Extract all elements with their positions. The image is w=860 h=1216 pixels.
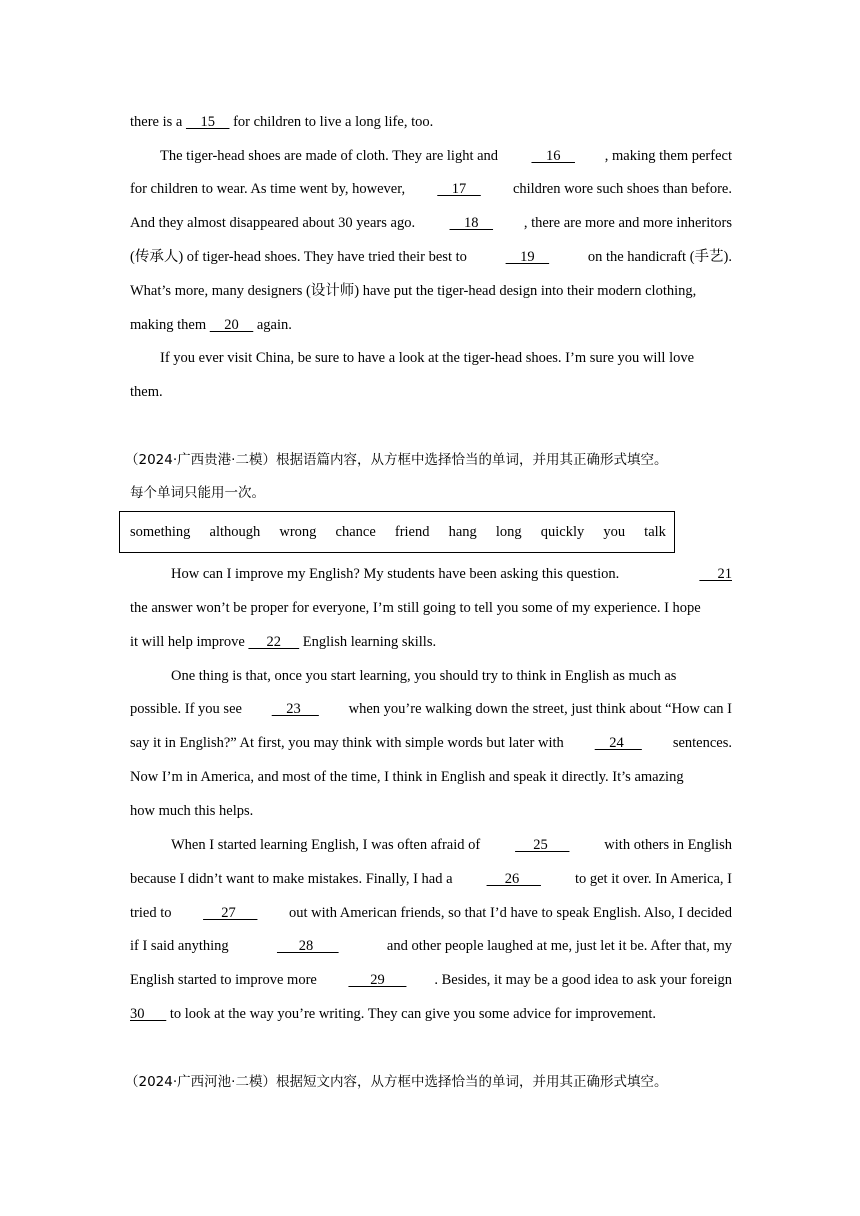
word-bank-item: friend [394, 523, 430, 540]
justified-line [130, 936, 732, 956]
justified-line [160, 146, 732, 166]
blank-25[interactable]: 25 [515, 837, 570, 853]
text-line [130, 632, 732, 652]
text-span: if I said anything [130, 938, 233, 954]
word-bank-item: although [209, 523, 261, 540]
justified-line [171, 564, 732, 584]
word-bank-item: something [130, 523, 191, 540]
text-line [130, 382, 732, 402]
blank-29[interactable]: 29 [348, 972, 407, 988]
word-bank-item: quickly [540, 523, 585, 540]
blank-20[interactable]: 20 [209, 317, 254, 333]
text-span: again. [253, 317, 292, 333]
text-line [130, 315, 732, 335]
word-bank-item: you [603, 523, 626, 540]
blank-21[interactable]: 21 [699, 566, 732, 582]
text-span: them. [130, 384, 163, 400]
section-header: （2024·广西河池·二模）根据短文内容，从方框中选择恰当的单词，并用其正确形式填空。 [125, 1074, 668, 1090]
text-span: on the handicraft (手艺). [584, 249, 732, 265]
text-span: how much this helps. [130, 803, 254, 819]
text-span: it will help improve [130, 634, 249, 650]
text-span: children wore such shoes than before. [509, 181, 732, 197]
text-span: And they almost disappeared about 30 years ago. [130, 215, 419, 231]
justified-line [130, 903, 732, 923]
text-span: for children to wear. As time went by, however, [130, 181, 409, 197]
blank-26[interactable]: 26 [486, 871, 541, 887]
justified-line [130, 179, 732, 199]
word-bank-item: talk [644, 523, 666, 540]
text-line [130, 767, 732, 787]
text-line [130, 564, 732, 584]
justified-line [130, 247, 732, 267]
text-span: English started to improve more [130, 972, 321, 988]
text-span: English learning skills. [299, 634, 437, 650]
section-header: （2024·广西贵港·二模）根据语篇内容，从方框中选择恰当的单词，并用其正确形式填空。 [125, 452, 668, 468]
blank-19[interactable]: 19 [505, 249, 550, 265]
text-line [130, 1004, 732, 1024]
text-span: What’s more, many designers (设计师) have put the tiger-head design into their modern clothing, [130, 283, 697, 299]
text-span: for children to live a long life, too. [229, 114, 434, 130]
text-span: when you’re walking down the street, just think about “How can I [345, 701, 732, 717]
word-bank-item: hang [448, 523, 477, 540]
justified-line [130, 213, 732, 233]
text-span: Now I’m in America, and most of the time, I think in English and speak it directly. It’s amazing [130, 769, 684, 785]
text-span: with others in English [600, 837, 732, 853]
text-line [130, 666, 732, 686]
blank-28[interactable]: 28 [276, 938, 339, 954]
text-span: (传承人) of tiger-head shoes. They have tried their best to [130, 249, 471, 265]
blank-18[interactable]: 18 [449, 215, 494, 231]
justified-line [130, 970, 732, 990]
text-span: because I didn’t want to make mistakes. Finally, I had a [130, 871, 457, 887]
text-span: making them [130, 317, 210, 333]
text-span: . Besides, it may be a good idea to ask your foreign [434, 972, 732, 988]
blank-24[interactable]: 24 [594, 735, 642, 751]
blank-23[interactable]: 23 [271, 701, 319, 717]
text-span: there is a [130, 114, 186, 130]
justified-line [130, 733, 732, 753]
blank-17[interactable]: 17 [437, 181, 481, 197]
text-span: If you ever visit China, be sure to have a look at the tiger-head shoes. I’m sure you will love [160, 350, 695, 366]
word-bank-item: chance [335, 523, 376, 540]
text-span: tried to [130, 905, 176, 921]
text-line [130, 112, 732, 132]
text-line [130, 598, 732, 618]
text-line [130, 801, 732, 821]
text-line [130, 281, 732, 301]
text-span: The tiger-head shoes are made of cloth. They are light and [160, 148, 502, 164]
text-span: out with American friends, so that I’d have to speak English. Also, I decided [285, 905, 732, 921]
justified-line [130, 699, 732, 719]
blank-15[interactable]: 15 [185, 114, 230, 130]
blank-27[interactable]: 27 [203, 905, 258, 921]
section-header-note: 每个单词只能用一次。 [130, 485, 265, 501]
text-span: say it in English?” At first, you may think with simple words but later with [130, 735, 568, 751]
word-bank-item: long [495, 523, 522, 540]
word-bank-box [119, 511, 675, 553]
text-span: , making them perfect [604, 148, 732, 164]
text-span: One thing is that, once you start learning, you should try to think in English as much as [171, 668, 677, 684]
blank-30[interactable]: 30 [130, 1006, 167, 1022]
blank-16[interactable]: 16 [531, 148, 575, 164]
justified-line [171, 835, 732, 855]
text-line [130, 835, 732, 855]
text-span: to get it over. In America, I [571, 871, 732, 887]
text-span: the answer won’t be proper for everyone, I’m still going to tell you some of my experience. I hope [130, 600, 701, 616]
text-span: How can I improve my English? My students have been asking this question. [171, 566, 623, 582]
text-line [130, 348, 732, 368]
text-span: sentences. [669, 735, 732, 751]
justified-line [171, 666, 732, 686]
text-span: When I started learning English, I was often afraid of [171, 837, 484, 853]
text-line [130, 146, 732, 166]
text-span: to look at the way you’re writing. They can give you some advice for improvement. [166, 1006, 657, 1022]
blank-22[interactable]: 22 [248, 634, 300, 650]
text-span: possible. If you see [130, 701, 246, 717]
text-span: and other people laughed at me, just let it be. After that, my [383, 938, 732, 954]
text-span: , there are more and more inheritors [523, 215, 732, 231]
justified-line [130, 869, 732, 889]
word-bank-item: wrong [279, 523, 317, 540]
